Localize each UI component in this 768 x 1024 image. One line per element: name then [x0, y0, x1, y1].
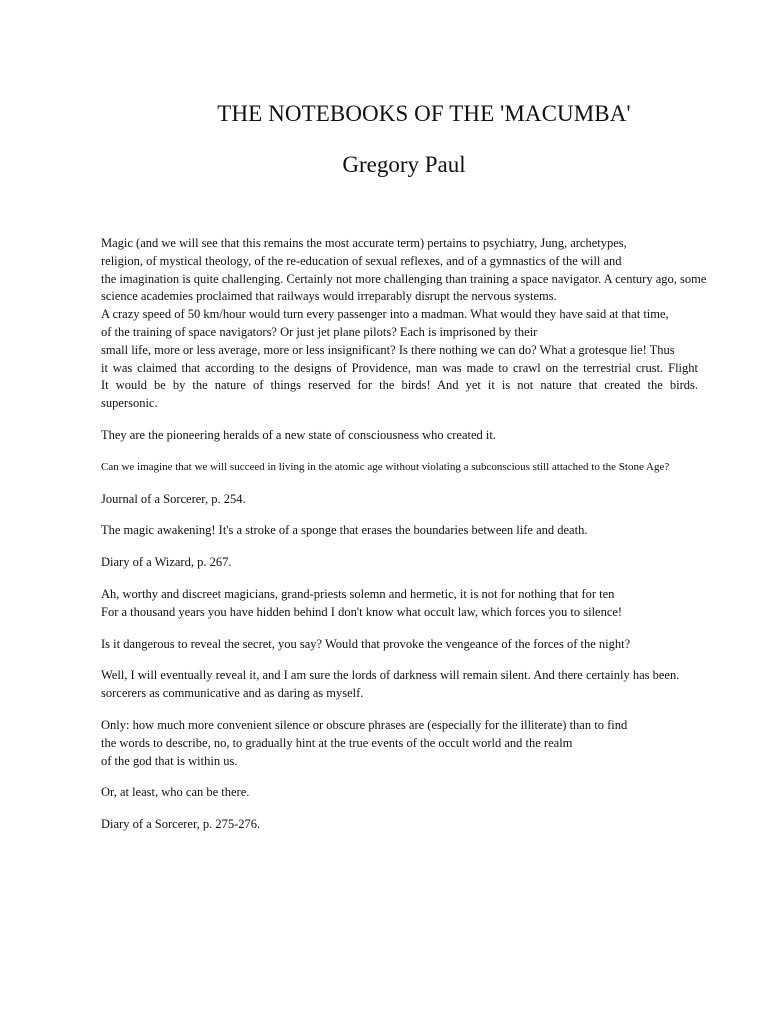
paragraph [101, 636, 701, 654]
text-line: Diary of a Sorcerer, p. 275-276. [101, 817, 261, 832]
paragraph [101, 667, 701, 703]
citation [101, 554, 701, 572]
text-line: the imagination is quite challenging. Certainly not more challenging than training a space navigator. A century ago, some [101, 271, 707, 286]
document-author: Gregory Paul [342, 152, 466, 177]
text-line: Journal of a Sorcerer, p. 254. [101, 491, 246, 506]
text-line: A crazy speed of 50 km/hour would turn every passenger into a madman. What would they have said at that time, [101, 307, 669, 322]
text-line: religion, of mystical theology, of the re-education of sexual reflexes, and of a gymnastics of the will and [101, 253, 622, 268]
citation [101, 491, 701, 509]
paragraph [101, 235, 707, 413]
paragraph [101, 586, 701, 622]
text-line: of the god that is within us. [101, 753, 238, 768]
text-line: it was claimed that according to the designs of Providence, man was made to crawl on the terrestrial crust. Flight [101, 360, 698, 375]
text-line: Can we imagine that we will succeed in living in the atomic age without violating a subconscious still attached to the Stone Age? [101, 460, 670, 473]
text-line: Or, at least, who can be there. [101, 785, 250, 800]
text-line: science academies proclaimed that railways would irreparably disrupt the nervous systems. [101, 289, 557, 304]
text-line: sorcerers as communicative and as daring as myself. [101, 686, 364, 701]
paragraph [101, 717, 701, 770]
text-line: small life, more or less average, more or less insignificant? Is there nothing we can do? What a grotesque lie! Thus [101, 342, 675, 357]
text-line: of the training of space navigators? Or just jet plane pilots? Each is imprisoned by their [101, 324, 538, 339]
paragraph [101, 459, 701, 477]
text-line: Only: how much more convenient silence or obscure phrases are (especially for the illiterate) than to find [101, 717, 628, 732]
paragraph [101, 522, 701, 540]
text-line: The magic awakening! It's a stroke of a sponge that erases the boundaries between life and death. [101, 523, 588, 538]
document-title: THE NOTEBOOKS OF THE 'MACUMBA' [217, 101, 631, 126]
document-body [101, 235, 707, 848]
paragraph [101, 427, 701, 445]
text-line: For a thousand years you have hidden behind I don't know what occult law, which forces you to silence! [101, 604, 623, 619]
text-line: the words to describe, no, to gradually hint at the true events of the occult world and the realm [101, 735, 573, 750]
paragraph [101, 784, 701, 802]
text-line: Ah, worthy and discreet magicians, grand-priests solemn and hermetic, it is not for nothing that for ten [101, 586, 615, 601]
citation [101, 816, 701, 834]
text-line: Is it dangerous to reveal the secret, you say? Would that provoke the vengeance of the forces of the night? [101, 636, 631, 651]
text-line: They are the pioneering heralds of a new state of consciousness who created it. [101, 427, 496, 442]
text-line: Well, I will eventually reveal it, and I am sure the lords of darkness will remain silent. And there certainly has been. [101, 668, 680, 683]
text-line: supersonic. [101, 396, 158, 411]
text-line: Magic (and we will see that this remains the most accurate term) pertains to psychiatry, Jung, archetypes, [101, 236, 627, 250]
text-line: It would be by the nature of things reserved for the birds! And yet it is not nature that created the birds. [101, 378, 698, 393]
text-line: Diary of a Wizard, p. 267. [101, 555, 232, 570]
